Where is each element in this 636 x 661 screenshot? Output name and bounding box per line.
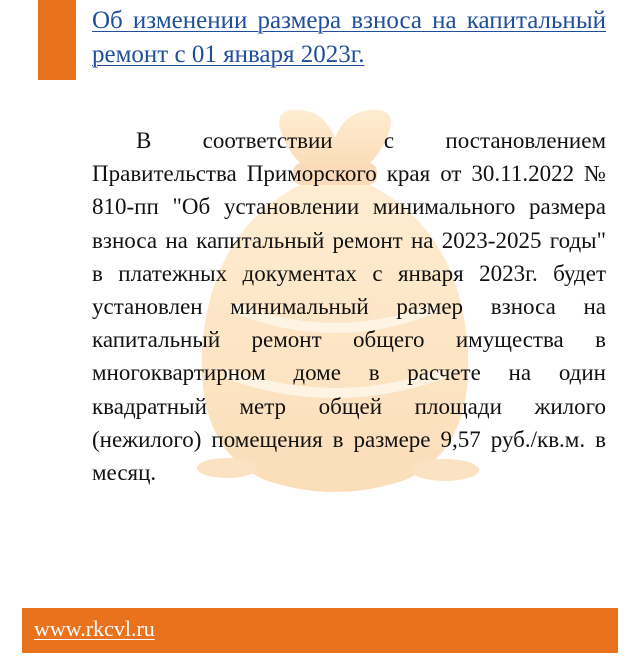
accent-bar xyxy=(38,0,76,80)
notice-title: Об изменении размера взноса на капитальный ремонт с 01 января 2023г. xyxy=(92,7,606,68)
website-link[interactable]: www.rkcvl.ru xyxy=(34,616,155,641)
footer-bar xyxy=(22,608,618,653)
notice-body: В соответствии с постановлением Правительства Приморского края от 30.11.2022 № 810-пп "Об установлении минимального размера взноса на капитальный ремонт на 2023-2025 годы" в платежных документах с января 2023г. будет установлен минимальный размер взноса на капитальный ремонт общего имущества в многоквартирном доме в расчете на один квадратный метр общей площади жилого (нежилого) помещения в размере 9,57 руб./кв.м. в месяц. xyxy=(92,128,606,486)
